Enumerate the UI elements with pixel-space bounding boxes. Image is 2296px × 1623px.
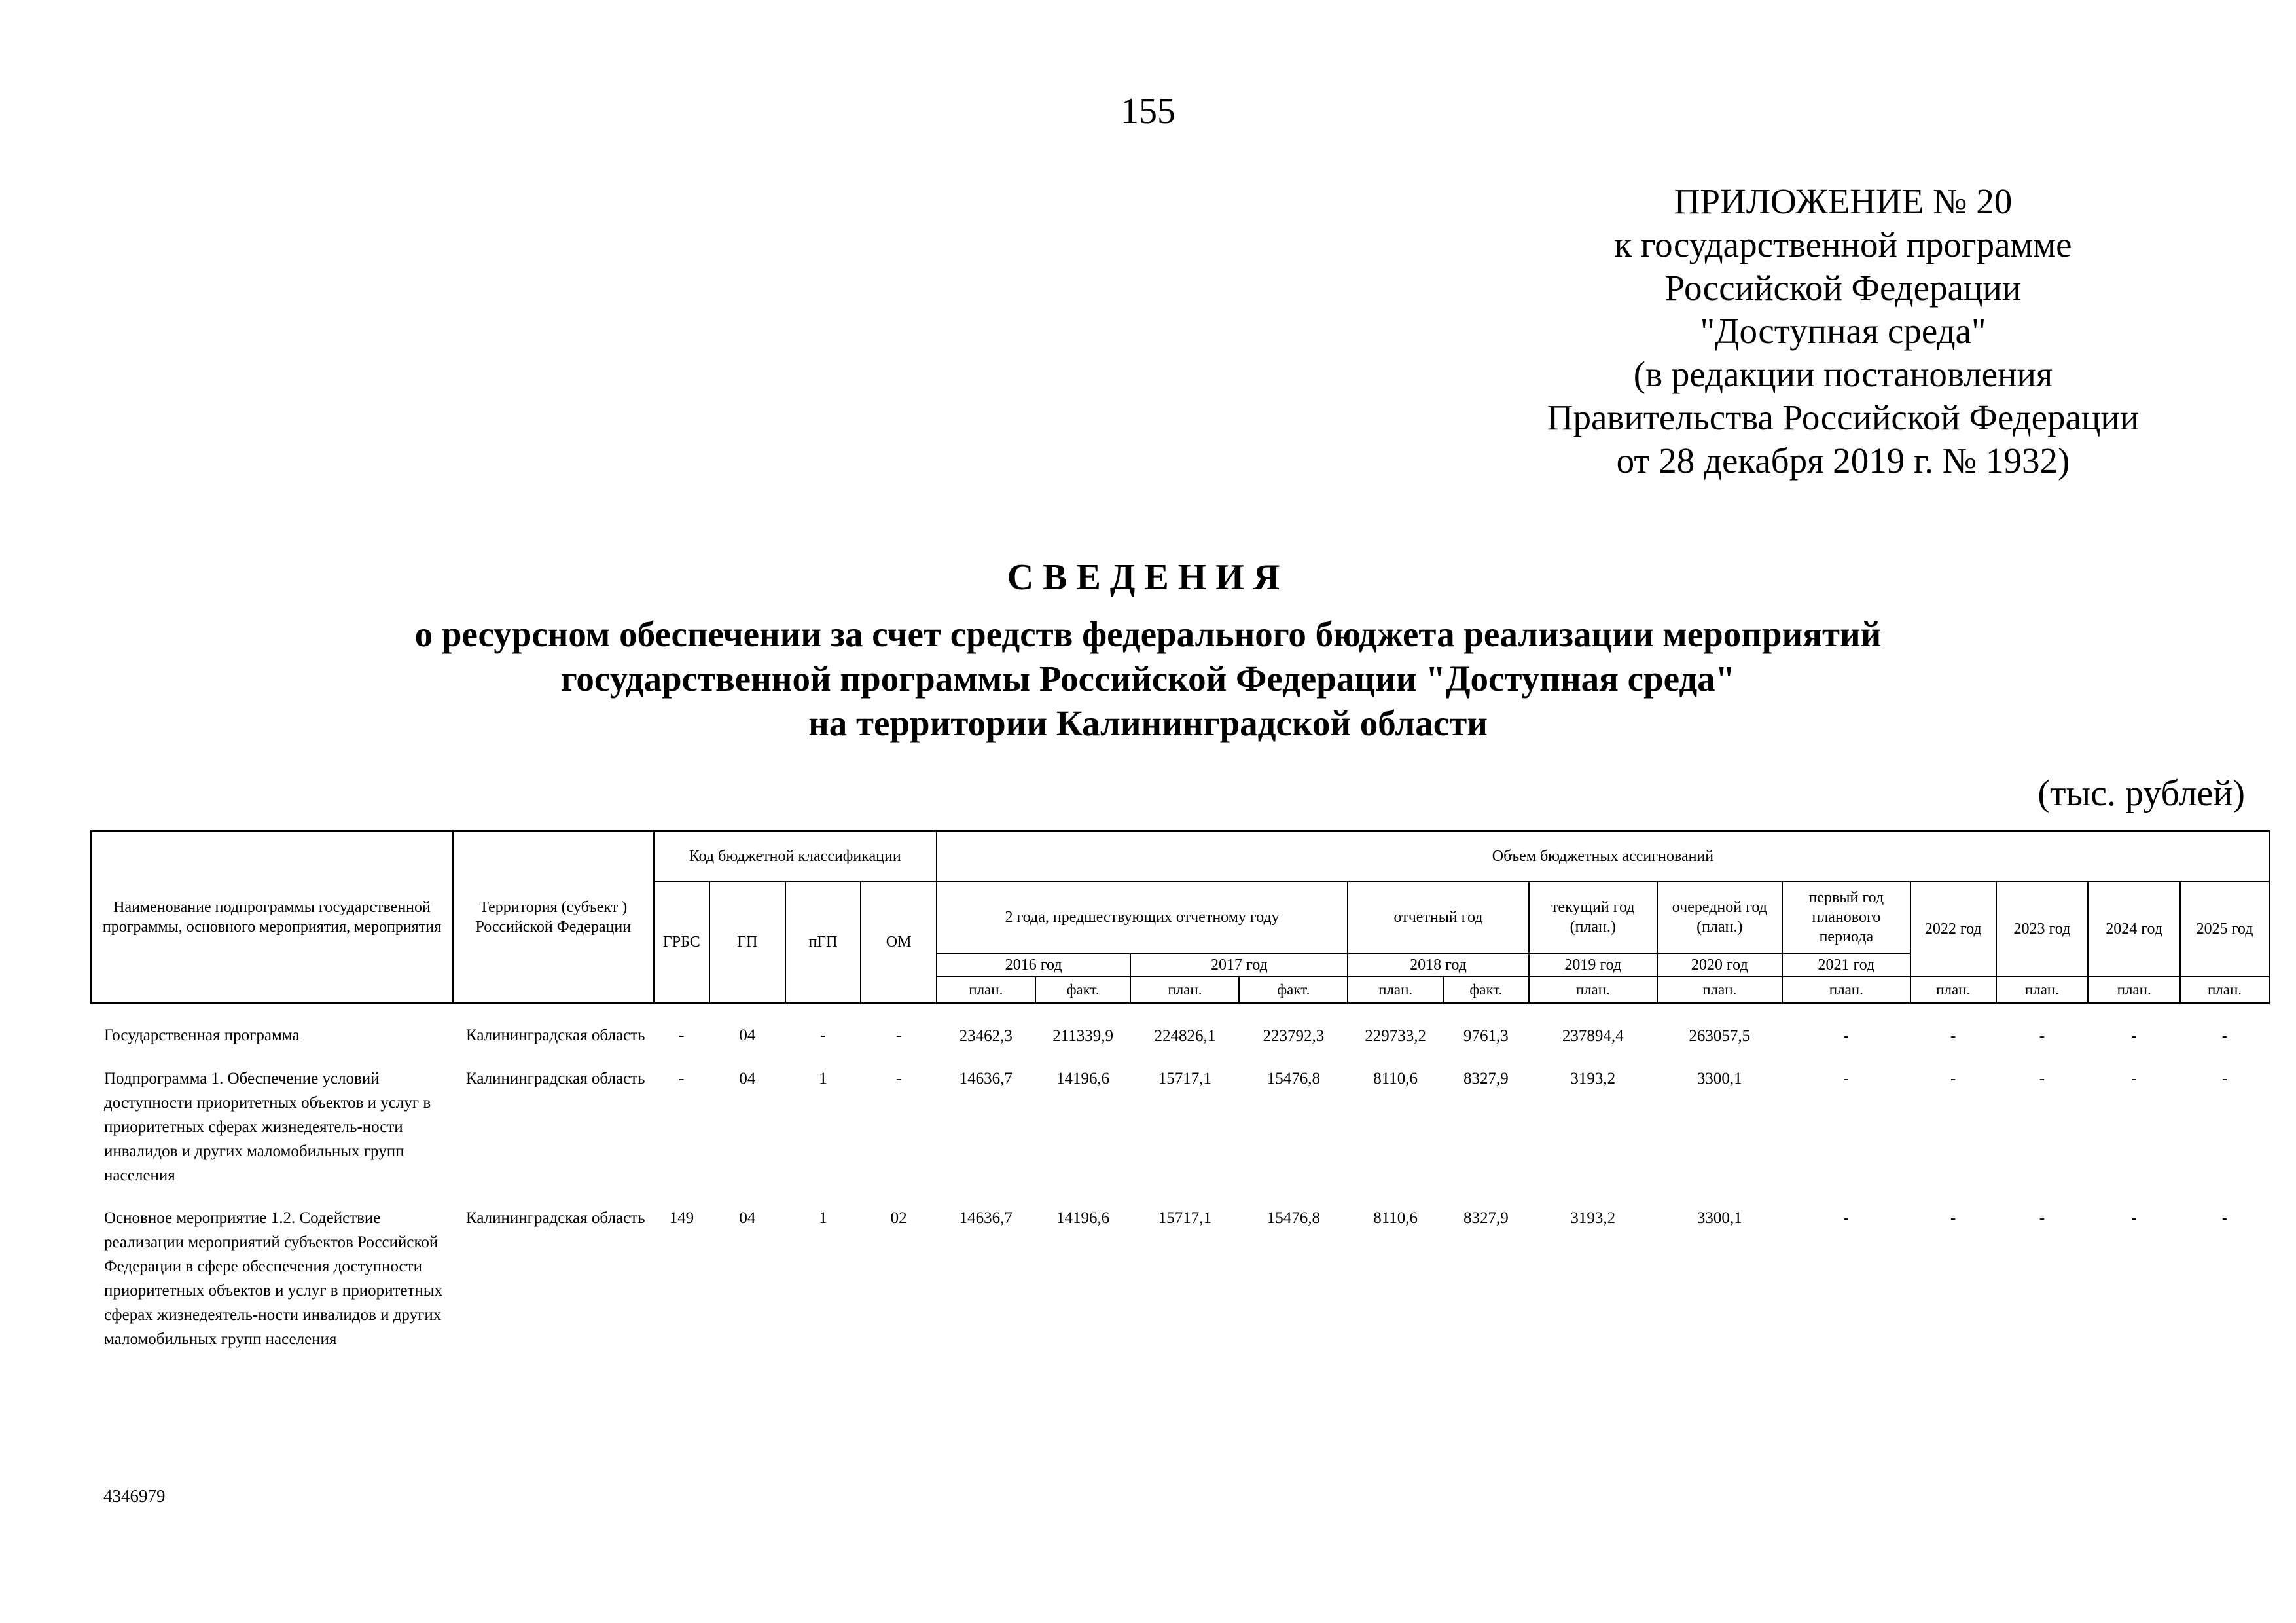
header-next-year: очередной год (план.) xyxy=(1657,881,1782,953)
row-plan-2023: - xyxy=(2039,1027,2045,1045)
appendix-line: Российской Федерации xyxy=(1664,268,2022,308)
row-fact-2017: 223792,3 xyxy=(1263,1027,1325,1045)
appendix-line: от 28 декабря 2019 г. № 1932) xyxy=(1616,441,2070,481)
header-fact: факт. xyxy=(1443,977,1529,1004)
row-plan-2016: 23462,3 xyxy=(959,1027,1013,1045)
row-plan-2022: - xyxy=(1950,1027,1956,1045)
row-plan-2025: - xyxy=(2221,1027,2228,1045)
row-fact-2018: 9761,3 xyxy=(1463,1027,1509,1045)
header-fact: факт. xyxy=(1239,977,1348,1004)
row-grbs: - xyxy=(679,1069,685,1087)
row-plan-2021: - xyxy=(1843,1027,1849,1045)
row-territory: Калининградская область xyxy=(465,1209,645,1227)
header-2024: 2024 год xyxy=(2088,881,2180,977)
appendix-line: ПРИЛОЖЕНИЕ № 20 xyxy=(1674,181,2013,221)
units-label: (тыс. рублей) xyxy=(2037,773,2245,814)
row-plan-2016: 14636,7 xyxy=(959,1069,1013,1087)
header-fact: факт. xyxy=(1035,977,1131,1004)
row-plan-2016: 14636,7 xyxy=(959,1209,1013,1227)
row-plan-2025: - xyxy=(2221,1209,2228,1227)
row-plan-2019: 3193,2 xyxy=(1570,1069,1616,1087)
subheading-line: государственной программы Российской Федерации "Доступная среда" xyxy=(560,659,1736,699)
row-plan-2018: 8110,6 xyxy=(1373,1209,1418,1227)
row-fact-2016: 14196,6 xyxy=(1056,1209,1110,1227)
row-plan-2024: - xyxy=(2131,1027,2137,1045)
row-om: - xyxy=(895,1069,902,1087)
appendix-line: "Доступная среда" xyxy=(1700,311,1986,351)
table-row xyxy=(91,1067,2269,1188)
header-territory: Территория (субъект ) Российской Федерации xyxy=(453,831,654,1004)
budget-table xyxy=(90,830,2270,1351)
header-prev-two-years: 2 года, предшествующих отчетному году xyxy=(937,881,1348,953)
row-name: Подпрограмма 1. Обеспечение условий доступности приоритетных объектов и услуг в приоритетных сферах жизнедеятель-ности инвалидов и других маломобильных групп населения xyxy=(104,1069,431,1184)
document-code: 4346979 xyxy=(103,1486,166,1506)
row-plan-2017: 15717,1 xyxy=(1158,1209,1212,1227)
header-2022: 2022 год xyxy=(1910,881,1996,977)
row-name: Государственная программа xyxy=(104,1027,300,1044)
row-gp: 04 xyxy=(739,1027,756,1044)
header-year-2020: 2020 год xyxy=(1657,953,1782,977)
row-plan-2018: 8110,6 xyxy=(1373,1069,1418,1087)
header-2025: 2025 год xyxy=(2180,881,2269,977)
row-plan-2021: - xyxy=(1843,1069,1849,1087)
header-plan: план. xyxy=(1782,977,1910,1004)
row-plan-2020: 3300,1 xyxy=(1696,1209,1742,1227)
row-plan-2019: 237894,4 xyxy=(1562,1027,1624,1045)
row-plan-2020: 263057,5 xyxy=(1689,1027,1751,1045)
row-pgp: - xyxy=(820,1027,826,1044)
header-pgp: пГП xyxy=(785,881,861,1004)
row-plan-2018: 229733,2 xyxy=(1365,1027,1427,1045)
row-fact-2018: 8327,9 xyxy=(1463,1069,1509,1087)
appendix-line: (в редакции постановления xyxy=(1633,354,2053,394)
row-fact-2018: 8327,9 xyxy=(1463,1209,1509,1227)
header-budget-code: Код бюджетной классификации xyxy=(654,831,937,881)
appendix-line: Правительства Российской Федерации xyxy=(1547,397,2140,437)
row-name: Основное мероприятие 1.2. Содействие реализации мероприятий субъектов Российской Федерации в сфере обеспечения доступности приоритетных объектов и услуг в приоритетных сферах жизнедеятель-ности инвалидов и других маломобильных групп населения xyxy=(104,1209,443,1348)
header-year-2018: 2018 год xyxy=(1348,953,1528,977)
row-plan-2017: 15717,1 xyxy=(1158,1069,1212,1087)
subheading-line: о ресурсном обеспечении за счет средств федерального бюджета реализации мероприятий xyxy=(414,614,1882,654)
row-pgp: 1 xyxy=(819,1069,827,1087)
table-row xyxy=(91,1003,2269,1048)
row-gp: 04 xyxy=(739,1069,756,1087)
header-plan: план. xyxy=(2180,977,2269,1004)
appendix-line: к государственной программе xyxy=(1614,225,2072,264)
row-fact-2017: 15476,8 xyxy=(1266,1069,1320,1087)
subheading-line: на территории Калининградской области xyxy=(808,703,1488,743)
header-plan: план. xyxy=(1657,977,1782,1004)
row-fact-2017: 15476,8 xyxy=(1266,1209,1320,1227)
row-territory: Калининградская область xyxy=(465,1027,645,1044)
row-plan-2024: - xyxy=(2131,1209,2137,1227)
header-plan: план. xyxy=(1348,977,1443,1004)
row-plan-2022: - xyxy=(1950,1069,1956,1087)
header-year-2019: 2019 год xyxy=(1529,953,1657,977)
row-plan-2021: - xyxy=(1843,1209,1849,1227)
row-plan-2023: - xyxy=(2039,1069,2045,1087)
row-plan-2019: 3193,2 xyxy=(1570,1209,1616,1227)
row-fact-2016: 211339,9 xyxy=(1052,1027,1113,1045)
row-grbs: - xyxy=(679,1027,685,1044)
header-om: ОМ xyxy=(861,881,937,1004)
header-plan: план. xyxy=(1996,977,2089,1004)
header-grbs: ГРБС xyxy=(654,881,709,1004)
header-plan: план. xyxy=(937,977,1035,1004)
row-gp: 04 xyxy=(739,1209,756,1227)
header-plan: план. xyxy=(2088,977,2180,1004)
header-year-2021: 2021 год xyxy=(1782,953,1910,977)
row-plan-2022: - xyxy=(1950,1209,1956,1227)
row-fact-2016: 14196,6 xyxy=(1056,1069,1110,1087)
header-volume: Объем бюджетных ассигнований xyxy=(937,831,2269,881)
header-plan: план. xyxy=(1910,977,1996,1004)
header-year-2016: 2016 год xyxy=(937,953,1131,977)
header-year-2017: 2017 год xyxy=(1130,953,1348,977)
row-plan-2024: - xyxy=(2131,1069,2137,1087)
row-plan-2025: - xyxy=(2221,1069,2228,1087)
header-name: Наименование подпрограммы государственной программы, основного мероприятия, мероприятия xyxy=(91,831,453,1004)
table-row xyxy=(91,1206,2269,1351)
row-pgp: 1 xyxy=(819,1209,827,1227)
row-om: - xyxy=(895,1027,902,1044)
header-plan: план. xyxy=(1529,977,1657,1004)
header-plan: план. xyxy=(1130,977,1239,1004)
header-2023: 2023 год xyxy=(1996,881,2089,977)
row-plan-2017: 224826,1 xyxy=(1154,1027,1216,1045)
header-current-year: текущий год (план.) xyxy=(1529,881,1657,953)
header-first-planning-year: первый год планового периода xyxy=(1782,881,1910,953)
row-territory: Калининградская область xyxy=(465,1069,645,1087)
header-gp: ГП xyxy=(709,881,785,1004)
appendix-header xyxy=(1450,180,2236,483)
row-grbs: 149 xyxy=(669,1209,694,1227)
row-plan-2020: 3300,1 xyxy=(1696,1069,1742,1087)
document-subheading xyxy=(0,612,2296,746)
row-plan-2023: - xyxy=(2039,1209,2045,1227)
document-heading: СВЕДЕНИЯ xyxy=(1007,557,1289,598)
header-reporting-year: отчетный год xyxy=(1348,881,1528,953)
row-om: 02 xyxy=(890,1209,907,1227)
page-number: 155 xyxy=(1121,91,1175,132)
